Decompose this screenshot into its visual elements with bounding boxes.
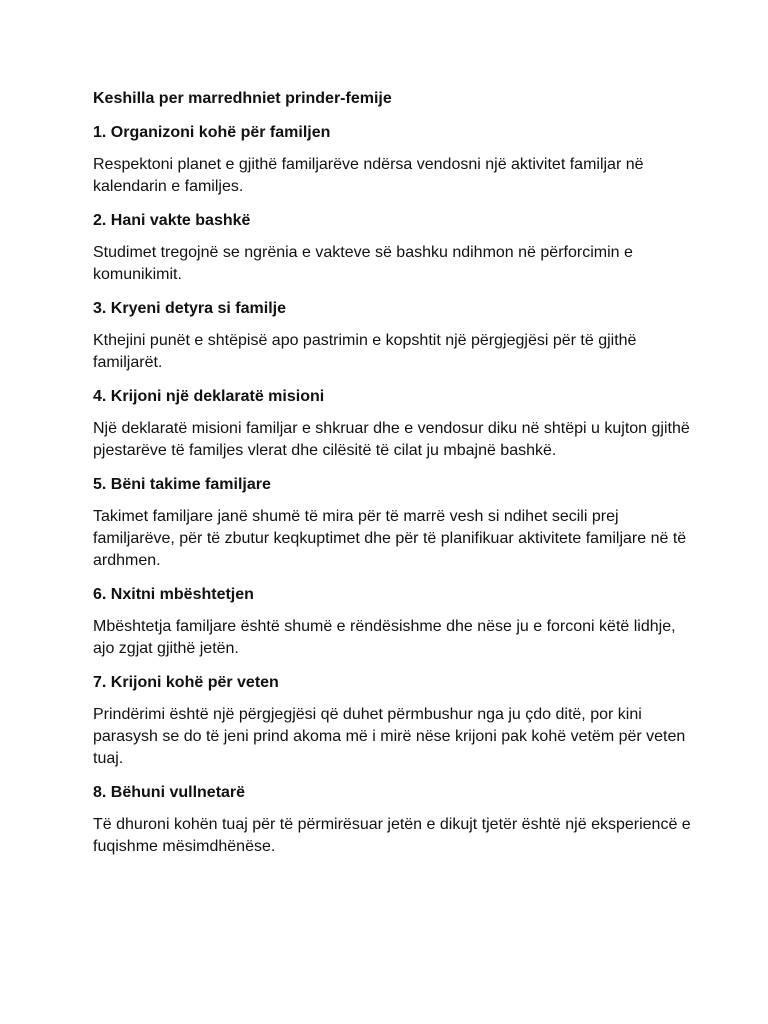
section-body: Takimet familjare janë shumë të mira për të marrë vesh si ndihet secili prej familjarëve, për të zbutur keqkuptimet dhe për të planifikuar aktivitete familjare në të ardhmen. — [93, 508, 687, 569]
section-heading: 3. Kryeni detyra si familje — [93, 300, 286, 317]
section-heading: 2. Hani vakte bashkë — [93, 212, 251, 229]
section-heading: 4. Krijoni një deklaratë misioni — [93, 388, 325, 405]
section-body: Studimet tregojnë se ngrënia e vakteve së bashku ndihmon në përforcimin e komunikimit. — [93, 244, 633, 283]
section-heading: 7. Krijoni kohë për veten — [93, 674, 279, 691]
section-body: Respektoni planet e gjithë familjarëve ndërsa vendosni një aktivitet familjar në kalendarin e familjes. — [93, 156, 644, 195]
section-3 — [93, 298, 693, 374]
section-heading: 6. Nxitni mbështetjen — [93, 586, 254, 603]
section-7 — [93, 672, 693, 770]
section-body: Mbështetja familjare është shumë e rëndësishme dhe nëse ju e forconi këtë lidhje, ajo zgjat gjithë jetën. — [93, 618, 676, 657]
section-heading: 1. Organizoni kohë për familjen — [93, 124, 331, 141]
section-body: Prindërimi është një përgjegjësi që duhet përmbushur nga ju çdo ditë, por kini parasysh se do të jeni prind akoma më i mirë nëse krijoni pak kohë vetëm për veten tuaj. — [93, 706, 686, 767]
section-8 — [93, 782, 693, 858]
section-body: Një deklaratë misioni familjar e shkruar dhe e vendosur diku në shtëpi u kujton gjithë pjestarëve të familjes vlerat dhe cilësitë të cilat ju mbajnë bashkë. — [93, 420, 690, 459]
section-2 — [93, 210, 693, 286]
section-heading: 8. Bëhuni vullnetarë — [93, 784, 246, 801]
section-4 — [93, 386, 693, 462]
section-5 — [93, 474, 693, 572]
document-title: Keshilla per marredhniet prinder-femije — [93, 90, 392, 107]
section-body: Kthejini punët e shtëpisë apo pastrimin e kopshtit një përgjegjësi për të gjithë familjarët. — [93, 332, 637, 371]
section-6 — [93, 584, 693, 660]
document-page — [93, 88, 693, 870]
section-1 — [93, 122, 693, 198]
section-heading: 5. Bëni takime familjare — [93, 476, 271, 493]
section-body: Të dhuroni kohën tuaj për të përmirësuar jetën e dikujt tjetër është një eksperiencë e fuqishme mësimdhënëse. — [93, 816, 691, 855]
